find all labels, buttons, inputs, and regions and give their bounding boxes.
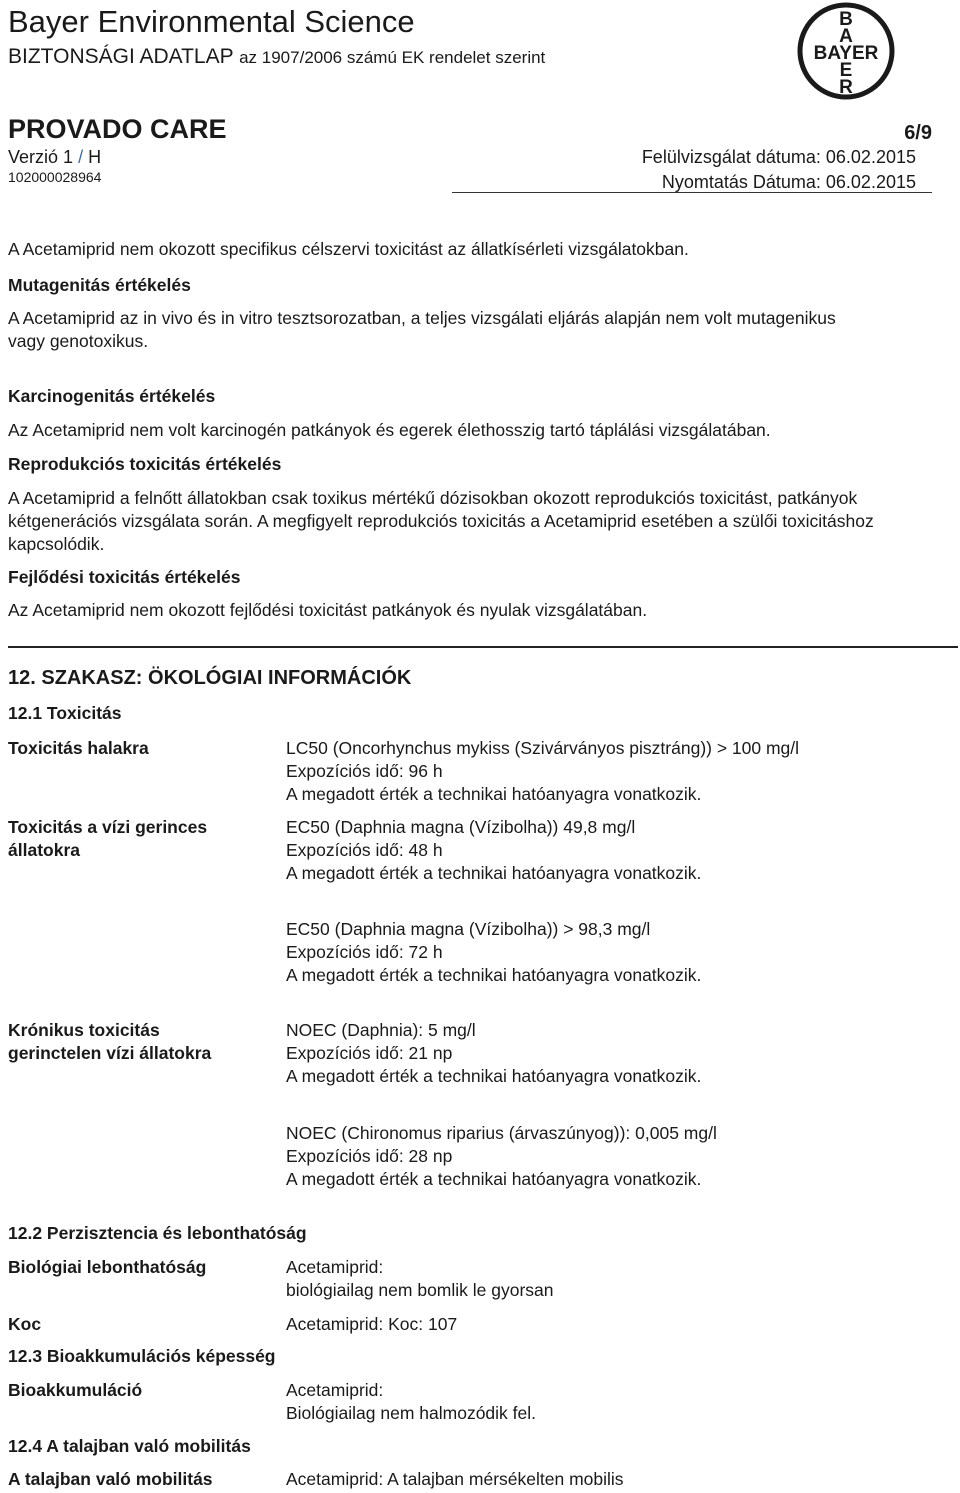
developmental-heading: Fejlődési toxicitás értékelés: [8, 567, 241, 587]
fish-note: A megadott érték a technikai hatóanyagra vonatkozik.: [286, 784, 702, 804]
noec-chironomus-note: A megadott érték a technikai hatóanyagra vonatkozik.: [286, 1169, 702, 1189]
bayer-logo: [796, 0, 896, 102]
stot-paragraph: A Acetamiprid nem okozott specifikus célszervi toxicitást az állatkísérleti vizsgálatokban.: [8, 239, 689, 259]
page-number: 6/9: [904, 122, 932, 144]
version: [8, 146, 101, 168]
daphnia-ec50-72h: EC50 (Daphnia magna (Vízibolha)) > 98,3 mg/l: [286, 919, 651, 939]
reproductive-paragraph: A Acetamiprid a felnőtt állatokban csak toxikus mértékű dózisokban okozott reprodukciós toxicitást, patkányok kétgenerációs vizsgálata során. A megfigyelt reprodukciós toxicitás a Acetamiprid esetében a szülői toxicitáshoz kapcsolódik.: [8, 488, 874, 554]
koc-label: Koc: [8, 1314, 42, 1334]
mobility-label: A talajban való mobilitás: [8, 1469, 213, 1489]
print-date: Nyomtatás Dátuma: 06.02.2015: [661, 172, 916, 192]
sds-regulation: az 1907/2006 számú EK rendelet szerint: [239, 48, 546, 67]
logo-letter-e: E: [839, 60, 853, 81]
subsection-12-2: 12.2 Perzisztencia és lebonthatóság: [8, 1223, 307, 1243]
invertebrate-label-line1: Toxicitás a vízi gerinces: [8, 817, 208, 837]
version-suffix: H: [88, 147, 102, 167]
daphnia-note-72h: A megadott érték a technikai hatóanyagra vonatkozik.: [286, 965, 702, 985]
daphnia-exposure-48h: Expozíciós idő: 48 h: [286, 840, 443, 860]
logo-letter-b: B: [839, 9, 853, 30]
biodegradability-value: biológiailag nem bomlik le gyorsan: [286, 1280, 554, 1300]
sds-title-main: BIZTONSÁGI ADATLAP: [8, 45, 234, 68]
subsection-12-4: 12.4 A talajban való mobilitás: [8, 1436, 251, 1456]
sds-title: [8, 44, 545, 71]
company-name: Bayer Environmental Science: [8, 4, 415, 39]
noec-daphnia-exposure: Expozíciós idő: 21 np: [286, 1043, 453, 1063]
fish-lc50: LC50 (Oncorhynchus mykiss (Szivárványos pisztráng)) > 100 mg/l: [286, 738, 800, 758]
header-divider: [452, 192, 932, 193]
noec-daphnia-note: A megadott érték a technikai hatóanyagra vonatkozik.: [286, 1066, 702, 1086]
logo-letter-r: R: [839, 77, 853, 98]
section-divider: [8, 646, 958, 648]
daphnia-ec50-48h: EC50 (Daphnia magna (Vízibolha)) 49,8 mg/l: [286, 817, 636, 837]
chronic-label-line1: Krónikus toxicitás: [8, 1020, 160, 1040]
mobility-value: Acetamiprid: A talajban mérsékelten mobilis: [286, 1469, 624, 1489]
version-label: Verzió 1: [8, 147, 74, 167]
developmental-paragraph: Az Acetamiprid nem okozott fejlődési toxicitást patkányok és nyulak vizsgálatában.: [8, 600, 648, 620]
invertebrate-label-line2: állatokra: [8, 840, 80, 860]
bioaccumulation-value: Biológiailag nem halmozódik fel.: [286, 1403, 536, 1423]
daphnia-note-48h: A megadott érték a technikai hatóanyagra vonatkozik.: [286, 863, 702, 883]
noec-chironomus-exposure: Expozíciós idő: 28 np: [286, 1146, 453, 1166]
noec-daphnia: NOEC (Daphnia): 5 mg/l: [286, 1020, 476, 1040]
chronic-label-line2: gerinctelen vízi állatokra: [8, 1043, 212, 1063]
biodegradability-label: Biológiai lebonthatóság: [8, 1257, 207, 1277]
document-number: 102000028964: [8, 169, 102, 185]
mutagenicity-paragraph: A Acetamiprid az in vivo és in vitro tesztsorozatban, a teljes vizsgálati eljárás alapján nem volt mutagenikus vagy genotoxikus.: [8, 308, 836, 351]
logo-letter-a: A: [839, 26, 853, 47]
logo-word-bayer: BAYER: [813, 43, 879, 64]
fish-exposure: Expozíciós idő: 96 h: [286, 761, 443, 781]
reproductive-heading: Reprodukciós toxicitás értékelés: [8, 454, 282, 474]
biodegradability-substance: Acetamiprid:: [286, 1257, 384, 1277]
daphnia-exposure-72h: Expozíciós idő: 72 h: [286, 942, 443, 962]
version-slash: /: [78, 147, 84, 167]
revision-date: Felülvizsgálat dátuma: 06.02.2015: [641, 147, 916, 167]
fish-toxicity-label: Toxicitás halakra: [8, 738, 149, 758]
product-name: PROVADO CARE: [8, 114, 227, 144]
mutagenicity-heading: Mutagenitás értékelés: [8, 275, 191, 295]
koc-value: Acetamiprid: Koc: 107: [286, 1314, 458, 1334]
subsection-12-1: 12.1 Toxicitás: [8, 703, 122, 723]
bioaccumulation-label: Bioakkumuláció: [8, 1380, 143, 1400]
subsection-12-3: 12.3 Bioakkumulációs képesség: [8, 1346, 276, 1366]
section-12-title: 12. SZAKASZ: ÖKOLÓGIAI INFORMÁCIÓK: [8, 667, 412, 689]
noec-chironomus: NOEC (Chironomus riparius (árvaszúnyog)): 0,005 mg/l: [286, 1123, 717, 1143]
carcinogenicity-paragraph: Az Acetamiprid nem volt karcinogén patkányok és egerek élethosszig tartó táplálási vizsgálatában.: [8, 420, 771, 440]
carcinogenicity-heading: Karcinogenitás értékelés: [8, 386, 216, 406]
bioaccumulation-substance: Acetamiprid:: [286, 1380, 384, 1400]
